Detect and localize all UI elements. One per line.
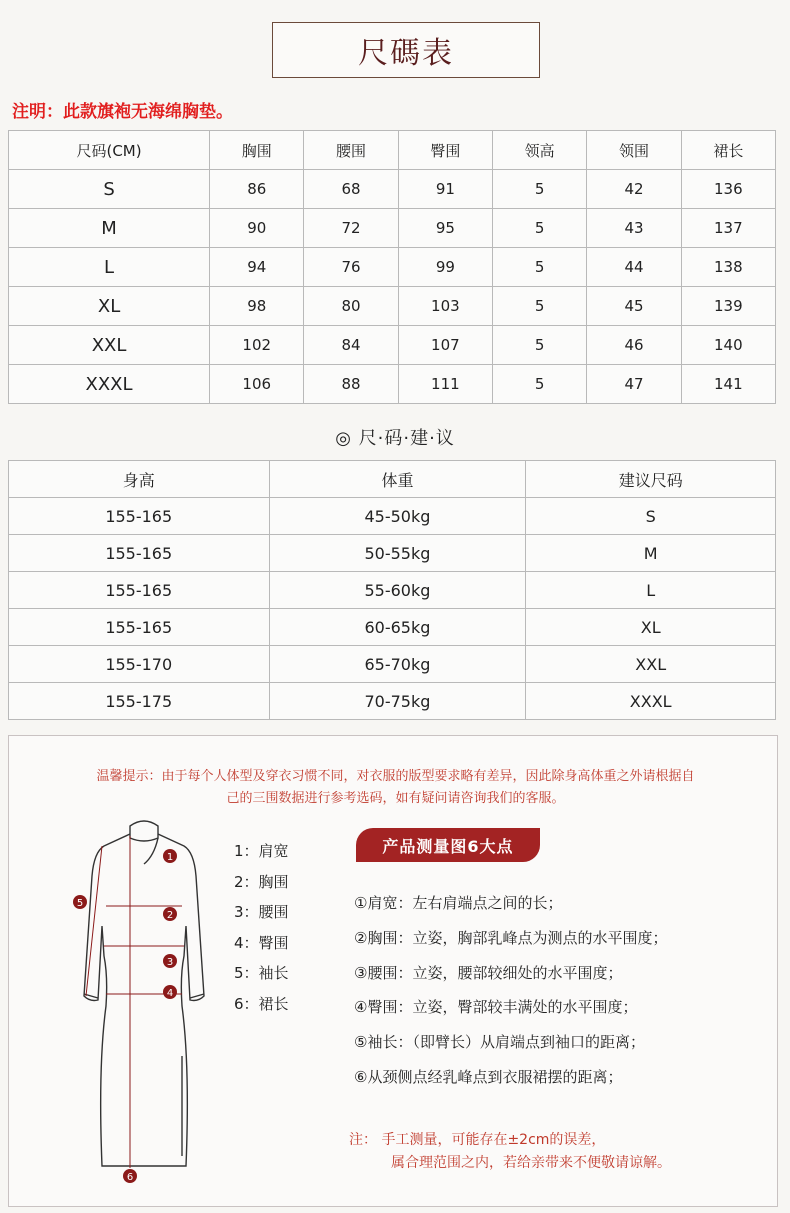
- table-cell: XXXL: [526, 683, 776, 720]
- table-cell: XXL: [526, 646, 776, 683]
- header-cell: 领高: [493, 131, 587, 170]
- table-cell: 95: [398, 209, 492, 248]
- table-cell: 47: [587, 365, 681, 404]
- point-item: ③腰围：立姿，腰部较细处的水平围度；: [354, 963, 623, 982]
- padding-note: 注明：此款旗袍无海绵胸垫。: [12, 102, 233, 122]
- table-row: [9, 248, 776, 287]
- table-cell: 5: [493, 170, 587, 209]
- table-row: [9, 609, 776, 646]
- warm-tip-line: 温馨提示：由于每个人体型及穿衣习惯不同，对衣服的版型要求略有差异，因此除身高体重之外请根据自: [96, 769, 695, 784]
- table-cell: 46: [587, 326, 681, 365]
- table-cell: 139: [681, 287, 775, 326]
- table-cell: 86: [210, 170, 304, 209]
- table-cell: 107: [398, 326, 492, 365]
- table-row: [9, 646, 776, 683]
- table-cell: XL: [526, 609, 776, 646]
- marker-6-label: 6: [126, 1172, 134, 1183]
- table-row: [9, 572, 776, 609]
- recommendation-heading: ◎ 尺·码·建·议: [335, 428, 455, 449]
- table-cell: 155-175: [9, 683, 270, 720]
- legend-item: 6：裙长: [234, 994, 289, 1013]
- header-cell: 腰围: [304, 131, 398, 170]
- legend-item: 5：袖长: [234, 964, 289, 982]
- table-cell: 42: [587, 170, 681, 209]
- table-cell: 65-70kg: [269, 646, 526, 683]
- point-item: ①肩宽：左右肩端点之间的长；: [354, 894, 563, 912]
- warm-tip-line: 己的三围数据进行参考选码，如有疑问请咨询我们的客服。: [226, 791, 565, 806]
- header-cell: 裙长: [681, 131, 775, 170]
- table-cell: S: [526, 498, 776, 535]
- point-item: ②胸围：立姿，胸部乳峰点为测点的水平围度；: [354, 928, 668, 947]
- header-cell: 体重: [269, 461, 526, 498]
- qipao-diagram: [64, 816, 224, 1183]
- table-cell: 111: [398, 365, 492, 404]
- table-cell: XL: [9, 287, 210, 326]
- table-cell: 155-165: [9, 498, 270, 535]
- marker-4-label: 4: [166, 988, 174, 999]
- table-cell: 50-55kg: [269, 535, 526, 572]
- table-cell: 5: [493, 287, 587, 326]
- table-row: [9, 498, 776, 535]
- table-cell: M: [526, 535, 776, 572]
- page-title: 尺碼表: [358, 36, 454, 71]
- table-cell: 60-65kg: [269, 609, 526, 646]
- table-cell: 44: [587, 248, 681, 287]
- header-cell: 胸围: [210, 131, 304, 170]
- table-cell: 80: [304, 287, 398, 326]
- measurement-note: [349, 1129, 671, 1175]
- measurement-badge: 产品测量图6大点: [356, 828, 540, 862]
- table-cell: 88: [304, 365, 398, 404]
- table-row: [9, 365, 776, 404]
- measurement-note-line: 属合理范围之内，若给亲带来不便敬请谅解。: [391, 1155, 671, 1171]
- warm-tip: [23, 766, 768, 810]
- table-cell: 99: [398, 248, 492, 287]
- measurement-legend: [234, 836, 289, 1019]
- table-cell: 94: [210, 248, 304, 287]
- table-cell: 140: [681, 326, 775, 365]
- measurement-note-line: 注： 手工测量，可能存在±2cm的误差，: [349, 1132, 606, 1148]
- table-cell: 103: [398, 287, 492, 326]
- table-cell: 5: [493, 209, 587, 248]
- table-cell: XXL: [9, 326, 210, 365]
- table-cell: S: [9, 170, 210, 209]
- measurement-points: [354, 886, 667, 1095]
- header-cell: 尺码(CM): [9, 131, 210, 170]
- table-cell: XXXL: [9, 365, 210, 404]
- header-cell: 建议尺码: [526, 461, 776, 498]
- point-item: ⑥从颈侧点经乳峰点到衣服裙摆的距离；: [354, 1067, 623, 1086]
- table-cell: 5: [493, 365, 587, 404]
- table-cell: 102: [210, 326, 304, 365]
- table-cell: 5: [493, 326, 587, 365]
- table-row: [9, 683, 776, 720]
- table-cell: 91: [398, 170, 492, 209]
- table-row: [9, 535, 776, 572]
- table-cell: 55-60kg: [269, 572, 526, 609]
- table-row: [9, 209, 776, 248]
- table-row: [9, 326, 776, 365]
- table-cell: 43: [587, 209, 681, 248]
- table-cell: 72: [304, 209, 398, 248]
- size-table-header: [9, 131, 776, 170]
- table-cell: 138: [681, 248, 775, 287]
- table-cell: M: [9, 209, 210, 248]
- point-item: ⑤袖长：（即臂长）从肩端点到袖口的距离；: [354, 1033, 645, 1052]
- table-row: [9, 287, 776, 326]
- table-cell: 45-50kg: [269, 498, 526, 535]
- table-cell: 155-165: [9, 535, 270, 572]
- tips-panel: [8, 735, 778, 1207]
- table-cell: 90: [210, 209, 304, 248]
- header-cell: 臀围: [398, 131, 492, 170]
- legend-item: 2：胸围: [234, 872, 289, 891]
- legend-item: 1：肩宽: [234, 842, 289, 860]
- table-cell: 5: [493, 248, 587, 287]
- table-cell: 70-75kg: [269, 683, 526, 720]
- table-cell: 136: [681, 170, 775, 209]
- table-cell: 68: [304, 170, 398, 209]
- header-cell: 领围: [587, 131, 681, 170]
- point-item: ④臀围：立姿，臀部较丰满处的水平围度；: [354, 998, 638, 1017]
- legend-item: 4：臀围: [234, 933, 289, 952]
- table-cell: 76: [304, 248, 398, 287]
- recommendation-header: [9, 461, 776, 498]
- marker-1-label: 1: [166, 852, 174, 863]
- table-cell: L: [526, 572, 776, 609]
- table-cell: 98: [210, 287, 304, 326]
- table-cell: 106: [210, 365, 304, 404]
- table-row: [9, 170, 776, 209]
- title-box: [272, 22, 540, 78]
- recommendation-table: [8, 460, 776, 720]
- marker-3-label: 3: [166, 957, 174, 968]
- table-cell: 137: [681, 209, 775, 248]
- marker-2-label: 2: [166, 910, 174, 921]
- table-cell: 155-170: [9, 646, 270, 683]
- table-cell: 141: [681, 365, 775, 404]
- table-cell: 84: [304, 326, 398, 365]
- table-cell: 155-165: [9, 609, 270, 646]
- size-table: [8, 130, 776, 404]
- table-cell: 45: [587, 287, 681, 326]
- header-cell: 身高: [9, 461, 270, 498]
- table-cell: 155-165: [9, 572, 270, 609]
- table-cell: L: [9, 248, 210, 287]
- marker-5-label: 5: [76, 898, 84, 909]
- legend-item: 3：腰围: [234, 903, 289, 921]
